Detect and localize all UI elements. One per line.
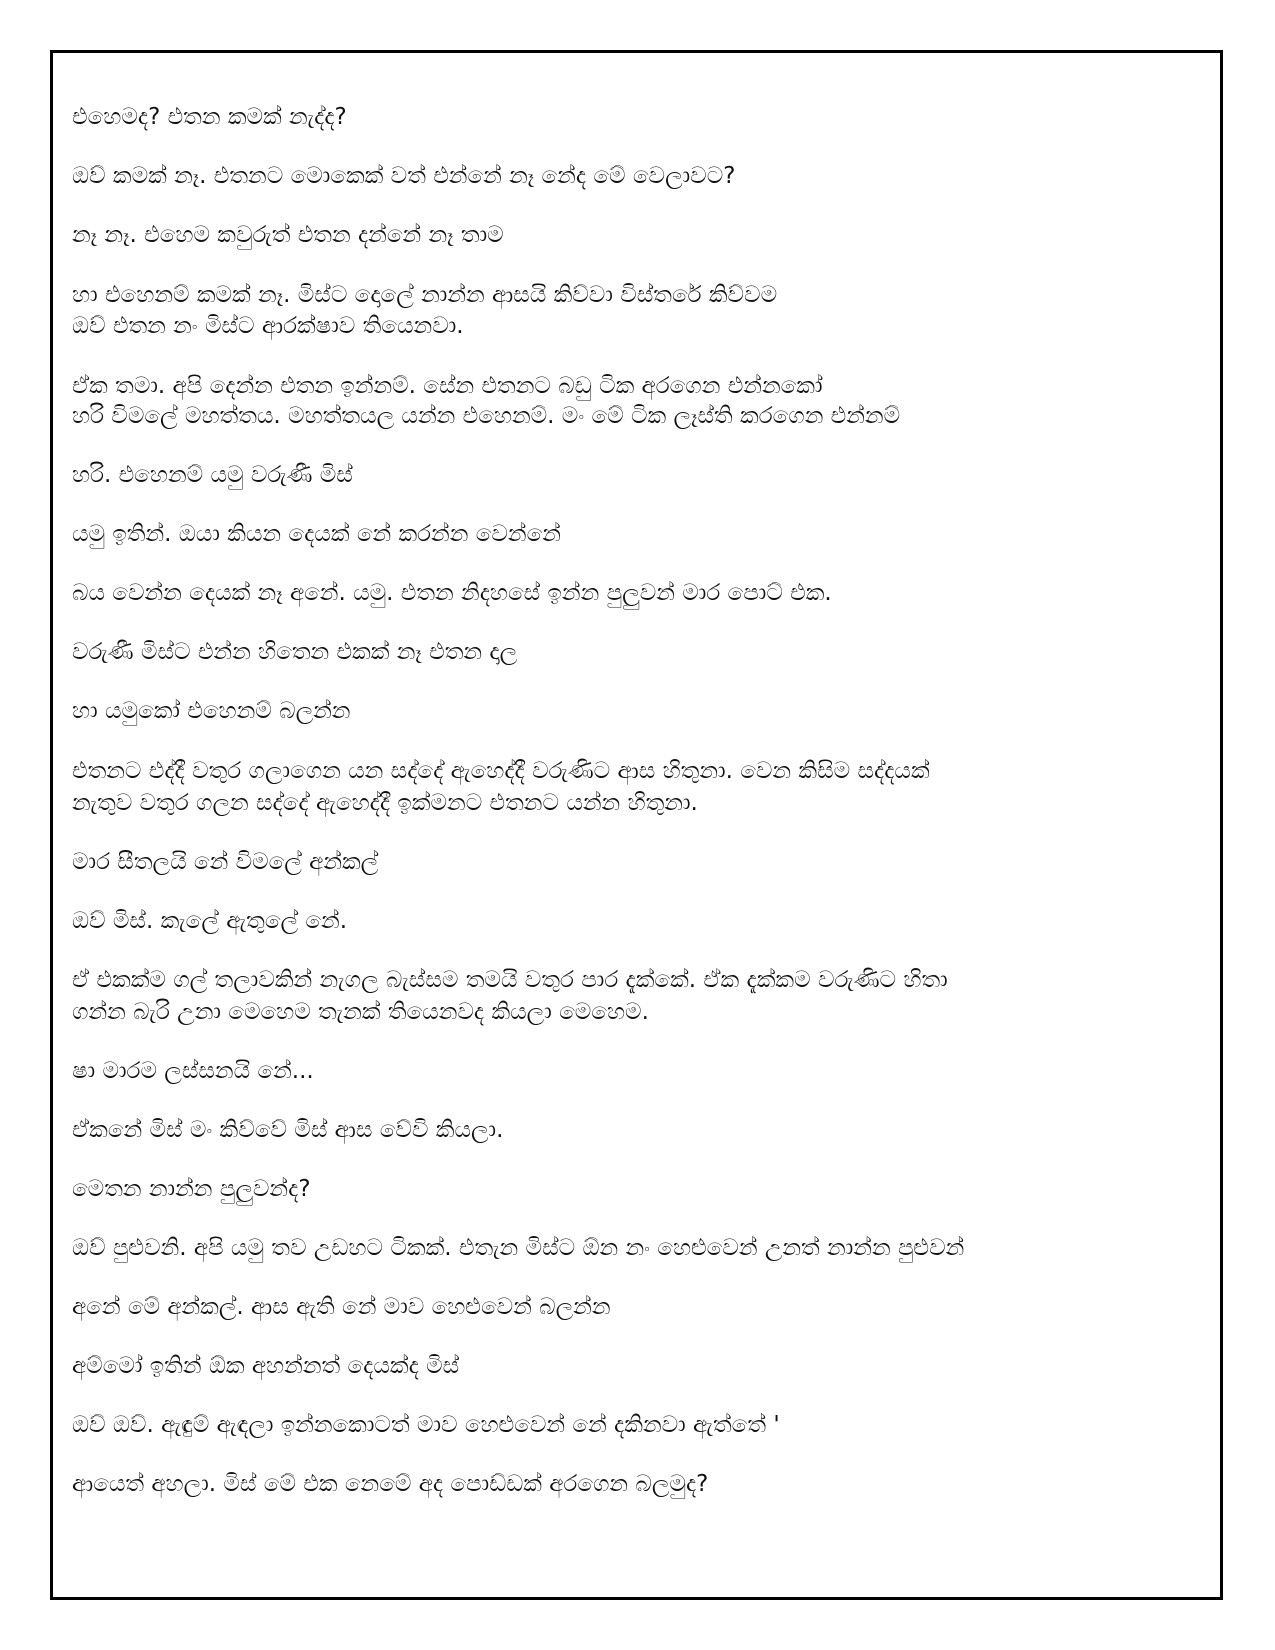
paragraph-line: අනේ මේ අන්කල්. ආස ඇති නේ මාව හෙළුවෙන් බලන්න <box>72 1294 611 1320</box>
paragraph-line: ගන්න බැරි උනා මෙහෙම තැනක් තියෙනවද කියලා මෙහෙම. <box>72 999 649 1025</box>
paragraph-line: එහෙමද? එතන කමක් නැද්ද? <box>72 104 347 130</box>
paragraph-line: ඒක තමා. අපි දෙන්න එතන ඉන්නම්. සේන එතනට බඩු ටික අරගෙන එන්නකෝ <box>72 373 823 399</box>
paragraph-line: ඔව් කමක් නෑ. එතනට මොකෙක් වත් එන්නේ නෑ නේද මේ වෙලාවට? <box>72 163 736 189</box>
paragraph-line: වරුණී මිස්ට එන්න හිතෙන එකක් නෑ එතන දාල <box>72 639 518 665</box>
paragraph-line: එතනට එද්දී වතුර ගලාගෙන යන සද්දේ ඇහෙද්දී වරුණිට ආස හිතුනා. වෙන කිසිම සද්දයක් <box>72 758 930 784</box>
paragraph-line: හරි. එහෙනම් යමු වරුණී මිස් <box>72 462 353 488</box>
paragraph-line: නෑ නෑ. එහෙම කවුරුත් එතන දන්නේ නෑ තාම <box>72 222 504 248</box>
paragraph-line: ආයෙත් අහලා. මිස් මේ එක නෙමේ අද පොඩ්ඩක් අරගෙන බලමුද? <box>72 1471 709 1497</box>
paragraph-line: ෂා මාරම ලස්සනයි නේ... <box>72 1058 314 1084</box>
paragraph-line: හා යමුකෝ එහෙනම් බලන්න <box>72 698 351 724</box>
paragraph-line: බය වෙන්න දෙයක් නෑ අනේ. යමු. එතන නිදහසේ ඉන්න පුලුවන් මාර පොට් එක. <box>72 580 832 606</box>
paragraph-line: නැතුව වතුර ගලන සද්දේ ඇහෙද්දී ඉක්මනට එතනට යන්න හිතුනා. <box>72 790 698 816</box>
paragraph-line: ඒකනේ මිස් මං කිව්වේ මිස් ආස වේවි කියලා. <box>72 1117 504 1143</box>
paragraph-line: මාර සීතලයි නේ විමලේ අන්කල් <box>72 849 379 875</box>
paragraph-line: ඔව් පුළුවනි. අපි යමු තව උඩහට ටිකක්. එතැන මිස්ට ඕන නං හෙළුවෙන් උනත් නාන්න පුළුවන් <box>72 1235 965 1261</box>
paragraph-line: ඔව් මිස්. කැලේ ඇතුලේ නේ. <box>72 908 348 934</box>
paragraph-line: හරි විමලේ මහත්තය. මහත්තයල යන්න එහෙනම්. මං මේ ටික ලෑස්ති කරගෙන එන්නම් <box>72 403 901 429</box>
paragraph-line: මෙතන නාන්න පුලුවන්ද? <box>72 1176 311 1202</box>
paragraph-line: ඔව් එතන නං මිස්ට ආරක්ෂාව තියෙනවා. <box>72 313 464 339</box>
paragraph-line: යමු ඉතින්. ඔයා කියන දෙයක් නේ කරන්න වෙන්නේ <box>72 521 561 547</box>
paragraph-line: අම්මෝ ඉතින් ඕක අහන්නත් දෙයක්ද මිස් <box>72 1353 460 1379</box>
paragraph-line: ඔව් ඔව්. ඇඳුම් ඇඳලා ඉන්නකොටත් මාව හෙළුවෙන් නේ දකිනවා ඇත්තේ ' <box>72 1412 780 1438</box>
paragraph-line: හා එහෙනම් කමක් නෑ. මිස්ට දොලේ නාන්න ආසයි කිව්වා විස්තරේ කිව්වම <box>72 282 778 308</box>
paragraph-line: ඒ එකක්ම ගල් තලාවකින් නැගල බැස්සම තමයි වතුර පාර දැක්කේ. ඒක දැක්කම වරුණිට හිතා <box>72 967 948 993</box>
